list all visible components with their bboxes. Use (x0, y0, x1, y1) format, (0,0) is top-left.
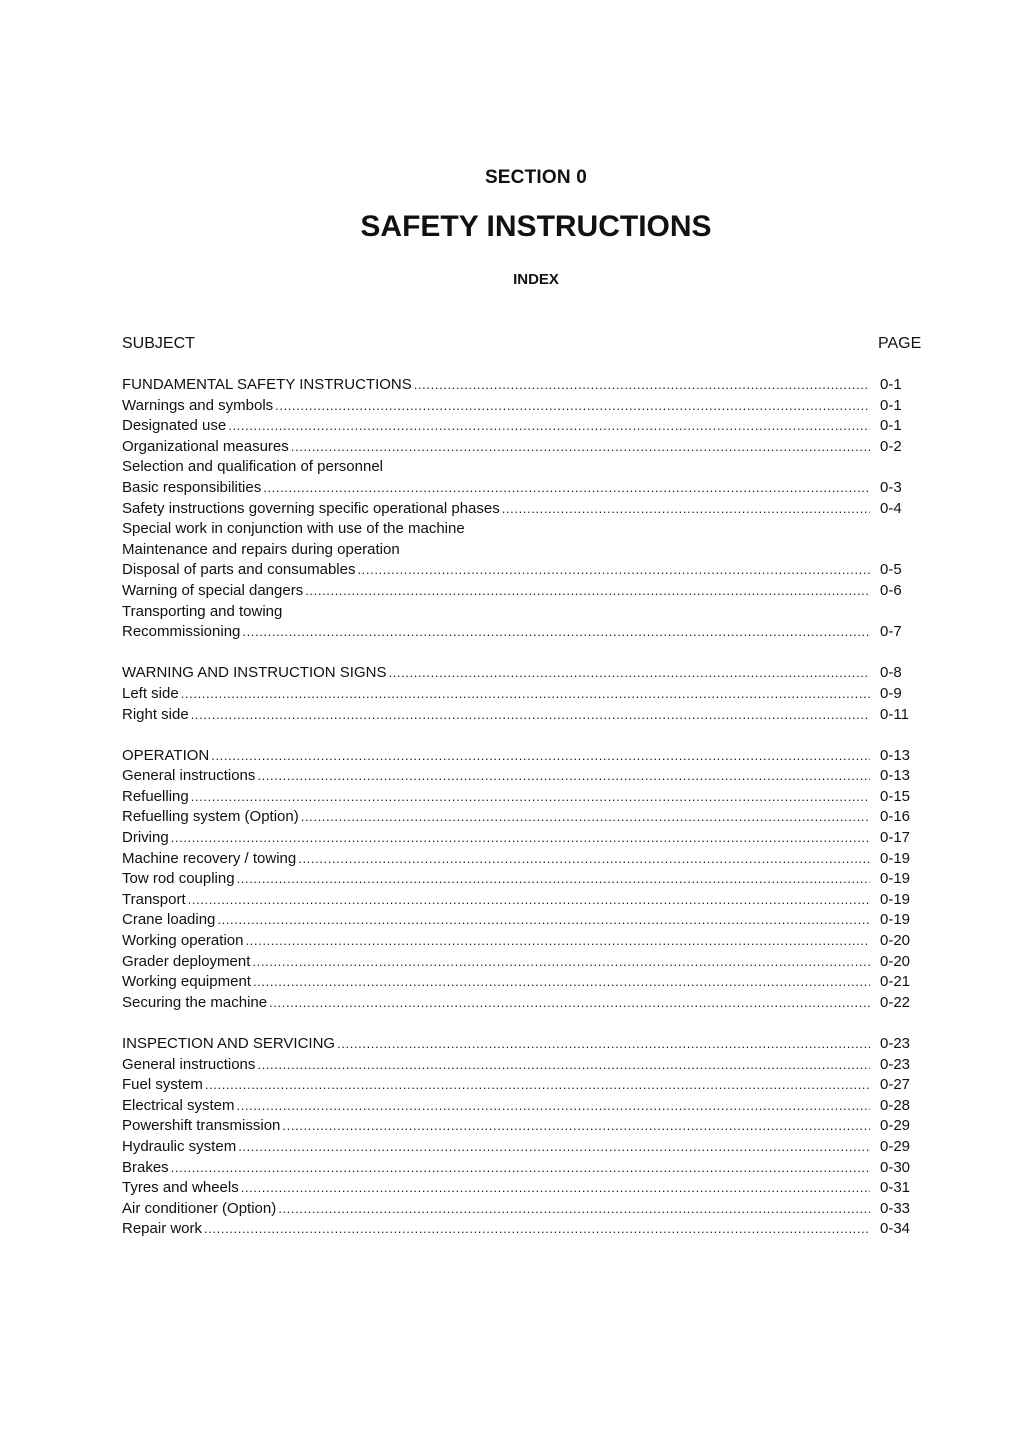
toc-entry-title: Powershift transmission (122, 1117, 281, 1135)
toc-entry (122, 931, 922, 952)
dot-leader (171, 828, 870, 849)
toc-entry-title: Organizational measures (122, 437, 289, 455)
toc-entry-page: 0-3 (880, 478, 902, 496)
toc-entry (122, 396, 922, 417)
toc-entry (122, 499, 922, 520)
toc-entry-title: Grader deployment (122, 952, 251, 970)
toc-entry (122, 560, 922, 581)
toc-entry-page: 0-16 (880, 808, 911, 826)
toc-entry-title: Designated use (122, 417, 227, 435)
dot-leader (238, 1137, 870, 1158)
toc-entry-page: 0-8 (880, 664, 902, 682)
toc-entry (122, 869, 922, 890)
toc-entry-title: Selection and qualification of personnel (122, 458, 384, 476)
toc-entry (122, 807, 922, 828)
toc-entry-page: 0-19 (880, 870, 911, 888)
toc-entry-page: 0-19 (880, 849, 911, 867)
toc-entry-page: 0-23 (880, 1035, 911, 1052)
toc-entry (122, 1178, 922, 1199)
toc-entry (122, 375, 922, 396)
dot-leader (242, 622, 870, 643)
toc-entry-title: Machine recovery / towing (122, 849, 297, 867)
toc-entry-title: Maintenance and repairs during operation (122, 540, 400, 558)
toc-group (122, 663, 922, 725)
toc-group (122, 746, 922, 1014)
toc-entry-title: Electrical system (122, 1096, 235, 1114)
dot-leader (228, 416, 870, 437)
toc-entry-title: Tyres and wheels (122, 1179, 239, 1197)
toc-entry-title: Left side (122, 684, 179, 702)
dot-leader (502, 499, 870, 520)
toc-entry-page: 0-27 (880, 1076, 911, 1094)
toc-entry-page: 0-20 (880, 952, 911, 970)
toc-entry (122, 1075, 922, 1096)
toc-entry-title: Safety instructions governing specific operational phases (122, 499, 500, 517)
toc-entry (122, 437, 922, 458)
dot-leader (191, 787, 870, 808)
toc-entry-page: 0-5 (880, 561, 902, 579)
dot-leader (282, 1116, 870, 1137)
toc-entry-page: 0-20 (880, 932, 911, 950)
toc-entry-title: Warnings and symbols (122, 396, 274, 414)
toc-entry-title: Basic responsibilities (122, 478, 262, 496)
dot-leader (237, 869, 870, 890)
dot-leader (191, 705, 870, 726)
toc-entry-title: Hydraulic system (122, 1137, 237, 1155)
toc-entry (122, 1137, 922, 1158)
toc-entry (122, 1055, 922, 1076)
toc-entry-title: FUNDAMENTAL SAFETY INSTRUCTIONS (122, 376, 412, 393)
toc-entry-page: 0-23 (880, 1055, 911, 1073)
dot-leader (301, 807, 870, 828)
toc-entry-page: 0-21 (880, 973, 911, 991)
toc-entry-page: 0-34 (880, 1220, 911, 1238)
toc-entry-page: 0-4 (880, 499, 902, 517)
dot-leader (278, 1199, 870, 1220)
toc-entry-title: Working equipment (122, 973, 251, 991)
toc-entry (122, 663, 922, 684)
toc-entry-title: OPERATION (122, 746, 210, 764)
toc-entry (122, 1096, 922, 1117)
dot-leader (205, 1075, 870, 1096)
toc-entry-page: 0-17 (880, 829, 911, 847)
dot-leader (291, 437, 870, 458)
toc-entry (122, 993, 922, 1014)
toc-entry (122, 705, 922, 726)
toc-entry-page: 0-11 (880, 705, 909, 723)
toc-entry-page: 0-6 (880, 581, 902, 599)
toc-entry-title: Refuelling (122, 787, 189, 805)
toc-entry-page: 0-7 (880, 623, 902, 641)
toc-entry-title: Securing the machine (122, 993, 268, 1011)
toc-entry-page: 0-13 (880, 746, 911, 764)
dot-leader (188, 890, 870, 911)
toc-entry-title: Special work in conjunction with use of the machine (122, 520, 465, 538)
toc-entry-title: INSPECTION AND SERVICING (122, 1035, 336, 1052)
toc-entry-page: 0-9 (880, 684, 902, 702)
toc-entry-title: Driving (122, 829, 169, 847)
toc-entry-title: Working operation (122, 932, 244, 950)
toc-entry-page: 0-28 (880, 1096, 911, 1114)
dot-leader (245, 931, 870, 952)
toc-entry (122, 478, 922, 499)
toc-entry (122, 1116, 922, 1137)
dot-leader (337, 1034, 870, 1055)
toc-entry-title: Brakes (122, 1158, 169, 1176)
table-of-contents (122, 375, 922, 1261)
dot-leader (305, 581, 870, 602)
toc-entry (122, 972, 922, 993)
toc-entry (122, 952, 922, 973)
index-label: INDEX (513, 271, 559, 288)
toc-entry-page: 0-19 (880, 890, 911, 908)
toc-entry-title: Recommissioning (122, 623, 241, 641)
toc-entry-page: 0-33 (880, 1199, 911, 1217)
dot-leader (388, 663, 870, 684)
toc-entry-page: 0-30 (880, 1158, 911, 1176)
toc-entry-page: 0-1 (880, 376, 902, 393)
toc-entry-page: 0-22 (880, 993, 911, 1011)
dot-leader (257, 766, 870, 787)
dot-leader (217, 910, 870, 931)
toc-entry-title: WARNING AND INSTRUCTION SIGNS (122, 664, 387, 682)
page-column-header: PAGE (878, 335, 922, 352)
toc-entry (122, 540, 922, 561)
toc-entry-title: Right side (122, 705, 189, 723)
toc-entry (122, 787, 922, 808)
toc-entry (122, 849, 922, 870)
section-label: SECTION 0 (484, 167, 588, 188)
toc-entry-page: 0-31 (880, 1179, 911, 1197)
toc-entry-title: Transport (122, 890, 186, 908)
dot-leader (204, 1219, 870, 1240)
dot-leader (252, 952, 870, 973)
toc-entry (122, 416, 922, 437)
dot-leader (171, 1158, 870, 1179)
toc-entry (122, 828, 922, 849)
toc-entry-title: Repair work (122, 1220, 203, 1238)
toc-entry (122, 622, 922, 643)
dot-leader (298, 849, 870, 870)
dot-leader (181, 684, 870, 705)
toc-entry-page: 0-1 (880, 396, 902, 414)
dot-leader (211, 746, 870, 767)
page-title: SAFETY INSTRUCTIONS (360, 210, 712, 243)
toc-entry (122, 890, 922, 911)
dot-leader (257, 1055, 870, 1076)
toc-entry-page: 0-29 (880, 1137, 911, 1155)
toc-entry-title: Tow rod coupling (122, 870, 235, 888)
toc-group (122, 1034, 922, 1240)
toc-entry-page: 0-2 (880, 437, 902, 455)
dot-leader (263, 478, 870, 499)
toc-entry (122, 910, 922, 931)
toc-entry-title: General instructions (122, 767, 256, 785)
toc-entry-title: Warning of special dangers (122, 581, 304, 599)
toc-entry-title: Refuelling system (Option) (122, 808, 299, 826)
dot-leader (275, 396, 870, 417)
dot-leader (357, 560, 870, 581)
toc-entry-page: 0-29 (880, 1117, 911, 1135)
dot-leader (253, 972, 870, 993)
toc-entry-title: Fuel system (122, 1076, 203, 1094)
toc-entry (122, 602, 922, 623)
toc-entry (122, 1034, 922, 1055)
toc-entry-page: 0-19 (880, 911, 911, 929)
dot-leader (414, 375, 870, 396)
toc-entry (122, 457, 922, 478)
toc-entry (122, 1219, 922, 1240)
toc-entry (122, 519, 922, 540)
toc-entry-title: Disposal of parts and consumables (122, 561, 356, 579)
toc-entry (122, 1158, 922, 1179)
toc-entry-title: Air conditioner (Option) (122, 1199, 277, 1217)
toc-entry (122, 1199, 922, 1220)
toc-entry (122, 766, 922, 787)
toc-group (122, 375, 922, 643)
toc-entry (122, 746, 922, 767)
dot-leader (241, 1178, 870, 1199)
toc-entry-title: Crane loading (122, 911, 216, 929)
toc-entry-page: 0-1 (880, 417, 902, 435)
toc-entry (122, 684, 922, 705)
toc-entry-title: General instructions (122, 1055, 256, 1073)
subject-column-header: SUBJECT (122, 335, 195, 352)
toc-entry-title: Transporting and towing (122, 602, 283, 620)
toc-entry-page: 0-15 (880, 787, 911, 805)
dot-leader (237, 1096, 870, 1117)
toc-entry (122, 581, 922, 602)
dot-leader (269, 993, 870, 1014)
toc-entry-page: 0-13 (880, 767, 911, 785)
